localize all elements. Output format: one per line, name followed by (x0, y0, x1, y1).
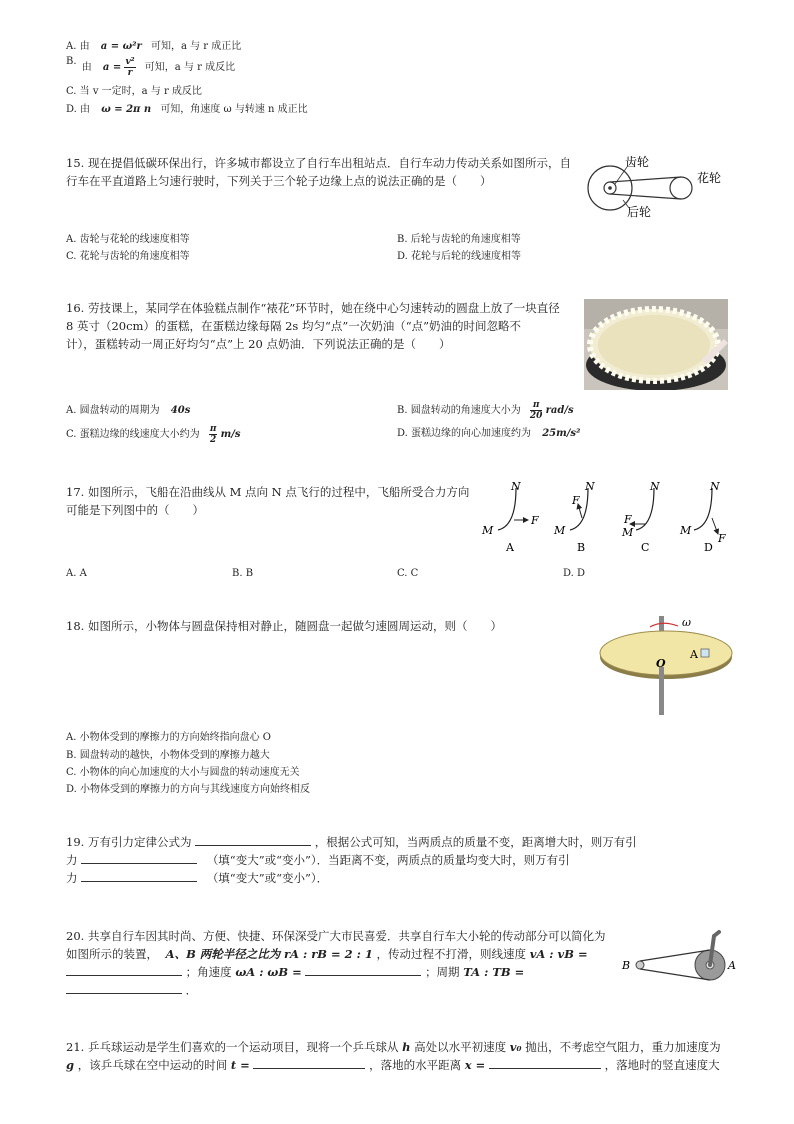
q21-text-4: ，该乒乓球在空中运动的时间 (77, 1058, 228, 1072)
q20-ratio-r: rA : rB = 2 : 1 (283, 947, 373, 961)
q20-ratio-t: TA : TB = (463, 965, 525, 979)
q19-text-3: 力 (66, 853, 78, 867)
q20-ratio-v: vA : vB = (529, 947, 588, 961)
q17-option-a[interactable]: A. A (66, 568, 87, 579)
svg-text:M: M (680, 524, 692, 537)
svg-text:B: B (577, 541, 586, 554)
answer-blank-formula[interactable] (195, 833, 311, 846)
option-c-text: C. 蛋糕边缘的线速度大小约为 (66, 429, 200, 440)
q17-option-c[interactable]: C. C (397, 568, 419, 579)
q16-stem-line2: 8 英寸（20cm）的蛋糕，在蛋糕边缘每隔 2s 均匀“点”一次奶油（“点”奶油的时间忽略不 (66, 319, 521, 333)
q19-text-6: （填“变大”或“变小”）． (206, 871, 329, 885)
q18-option-c[interactable]: C. 小物体的向心加速度的大小与圆盘的转动速度无关 (66, 767, 300, 778)
q21-text-3: 抛出，不考虑空气阻力，重力加速度为 (525, 1040, 721, 1054)
svg-text:M: M (554, 524, 566, 537)
q20-text-1: 如图所示的装置， (66, 947, 158, 961)
option-b-formula-lhs: a = (102, 62, 122, 73)
q19-line3 (66, 869, 328, 887)
answer-blank-mass[interactable] (81, 869, 197, 882)
gear-label: 齿轮 (625, 155, 650, 169)
svg-text:F: F (531, 514, 539, 527)
q20-line3 (66, 963, 524, 981)
svg-text:N: N (650, 480, 660, 493)
svg-text:C: C (641, 541, 650, 554)
q20-text-6: ． (185, 983, 198, 997)
option-c-unit: m/s (220, 429, 241, 440)
option-a-formula: a = ω²r (100, 41, 142, 52)
diagram-d (679, 480, 726, 554)
q17-option-d[interactable]: D. D (563, 568, 586, 579)
answer-blank-distance[interactable] (81, 851, 197, 864)
option-c-text: C. 当 v 一定时，a 与 r 成反比 (66, 86, 202, 97)
q20-text-3: ，传动过程不打滑，则线速度 (376, 947, 527, 961)
q17-stem-line1: 17. 如图所示，飞船在沿曲线从 M 点向 N 点飞行的过程中，飞船所受合力方向 (66, 485, 470, 499)
q18-option-b[interactable]: B. 圆盘转动的越快，小物体受到的摩擦力越大 (66, 750, 270, 761)
diagram-b (553, 480, 595, 554)
rear-wheel-label: 后轮 (627, 205, 652, 219)
option-b-fraction: $\frac{\text{v²}}{r}$ (125, 57, 135, 78)
q20-text-2: A、B 两轮半径之比为 (165, 947, 281, 961)
q20-ratio-omega: ωA : ωB = (235, 965, 302, 979)
option-a-text: A. 圆盘转动的周期为 (66, 405, 160, 416)
q18-option-a[interactable]: A. 小物体受到的摩擦力的方向始终指向盘心 O (66, 732, 271, 743)
q18-stem: 18. 如图所示，小物体与圆盘保持相对静止，随圆盘一起做匀速圆周运动，则（ ） (66, 619, 502, 633)
svg-text:A: A (728, 959, 736, 972)
svg-text:N: N (710, 480, 720, 493)
q20-line4 (66, 981, 197, 999)
q21-text-6: ，落地时的竖直速度大 (604, 1058, 720, 1072)
diagram-c (621, 480, 660, 554)
q19-text-5: 力 (66, 871, 78, 885)
q15-option-b[interactable]: B. 后轮与齿轮的角速度相等 (397, 234, 521, 245)
cake-decorating-photo (584, 299, 728, 390)
option-b-fraction: $\frac{\pi}{20}$ (529, 400, 543, 421)
flower-wheel-label: 花轮 (697, 171, 722, 185)
svg-text:F: F (718, 532, 726, 545)
answer-blank-linear-speed[interactable] (66, 963, 182, 976)
svg-text:A: A (506, 541, 514, 554)
flower-wheel-circle (670, 177, 692, 199)
q19-text-2: ，根据公式可知，当两质点的质量不变，距离增大时，则万有引 (314, 835, 637, 849)
q21-line1 (66, 1038, 721, 1056)
svg-text:A: A (690, 648, 698, 661)
svg-text:B: B (622, 959, 631, 972)
q16-stem-line1: 16. 劳技课上，某同学在体验糕点制作“裱花”环节时，她在绕中心匀速转动的圆盘上放了一块直径 (66, 301, 560, 315)
q21-g: g (66, 1058, 75, 1072)
option-c-fraction: $\frac{\pi}{2}$ (209, 424, 217, 445)
q14-option-d[interactable] (66, 103, 308, 117)
q16-option-b[interactable] (397, 400, 574, 421)
q16-option-a[interactable] (66, 404, 190, 418)
answer-blank-angular-speed[interactable] (305, 963, 421, 976)
option-d-text: D. 蛋糕边缘的向心加速度约为 (397, 428, 532, 439)
option-b-unit: rad/s (545, 405, 574, 416)
q15-stem-line2: 行车在平直道路上匀速行驶时，下列关于三个轮子边缘上点的说法正确的是（ ） (66, 174, 492, 188)
q15-stem-line1: 15. 现在提倡低碳环保出行，许多城市都设立了自行车出租站点．自行车动力传动关系如图所示，自 (66, 156, 571, 170)
svg-text:N: N (585, 480, 595, 493)
option-b-prefix: 由 (81, 62, 92, 73)
q15-option-c[interactable]: C. 花轮与齿轮的角速度相等 (66, 251, 190, 262)
option-a-prefix: A. 由 (66, 41, 90, 52)
q16-option-c[interactable] (66, 424, 241, 445)
q21-text-1: 21. 乒乓球运动是学生们喜欢的一个运动项目，现将一个乒乓球从 (66, 1040, 399, 1054)
q21-text-5: ，落地的水平距离 (369, 1058, 462, 1072)
q21-line2 (66, 1056, 720, 1074)
q14-option-b[interactable] (66, 57, 235, 78)
q19-line2 (66, 851, 570, 869)
svg-text:F: F (624, 513, 632, 526)
q21-text-2: 高处以水平初速度 (414, 1040, 507, 1054)
bike-wheel-transmission-figure (618, 924, 738, 984)
option-b-label: B. (66, 56, 77, 67)
bicycle-drive-figure (585, 150, 735, 225)
answer-blank-time[interactable] (253, 1056, 365, 1069)
q16-option-d[interactable] (397, 427, 580, 441)
option-b-text: 可知，a 与 r 成反比 (144, 62, 236, 73)
option-d-value: 25m/s² (542, 428, 581, 439)
q21-v0: v₀ (509, 1040, 522, 1054)
option-d-text: 可知，角速度 ω 与转速 n 成正比 (160, 104, 308, 115)
q17-option-b[interactable]: B. B (232, 568, 254, 579)
option-a-value: 40s (170, 405, 191, 416)
q21-t: t = (230, 1058, 250, 1072)
svg-text:F: F (572, 494, 580, 507)
rotating-disk-figure (598, 612, 738, 718)
q15-option-d[interactable]: D. 花轮与后轮的线速度相等 (397, 251, 522, 262)
spacecraft-force-diagrams (478, 478, 736, 558)
q20-text-5: ；周期 (425, 965, 460, 979)
q15-option-a[interactable]: A. 齿轮与花轮的线速度相等 (66, 234, 190, 245)
q20-line1: 20. 共享自行车因其时尚、方便、快捷、环保深受广大市民喜爱．共享自行车大小轮的传动部分可以简化为 (66, 929, 606, 943)
q14-option-a[interactable] (66, 40, 241, 54)
svg-text:M: M (622, 526, 634, 539)
option-d-formula: ω = 2π n (101, 104, 152, 115)
answer-blank-distance-x[interactable] (489, 1056, 601, 1069)
q20-text-4: ；角速度 (185, 965, 232, 979)
svg-text:D: D (704, 541, 713, 554)
q14-option-c[interactable] (66, 85, 202, 99)
answer-blank-period[interactable] (66, 981, 182, 994)
q16-stem-line3: 计），蛋糕转动一周正好均匀“点”上 20 点奶油．下列说法正确的是（ ） (66, 337, 451, 351)
q21-x: x = (464, 1058, 486, 1072)
q19-text-1: 19. 万有引力定律公式为 (66, 835, 192, 849)
q17-stem-line2: 可能是下列图中的（ ） (66, 503, 204, 517)
option-a-text: 可知，a 与 r 成正比 (150, 41, 242, 52)
svg-text:ω: ω (682, 616, 691, 629)
q21-height: h (402, 1040, 411, 1054)
svg-text:O: O (656, 657, 666, 670)
option-b-text: B. 圆盘转动的角速度大小为 (397, 405, 521, 416)
q19-text-4: （填“变大”或“变小”）．当距离不变，两质点的质量均变大时，则万有引 (206, 853, 570, 867)
option-d-prefix: D. 由 (66, 104, 91, 115)
q20-line2 (66, 945, 588, 963)
svg-text:M: M (482, 524, 494, 537)
q18-option-d[interactable]: D. 小物体受到的摩擦力的方向与其线速度方向始终相反 (66, 784, 311, 795)
svg-text:N: N (511, 480, 521, 493)
q19-line1 (66, 833, 637, 851)
diagram-a (481, 480, 539, 554)
